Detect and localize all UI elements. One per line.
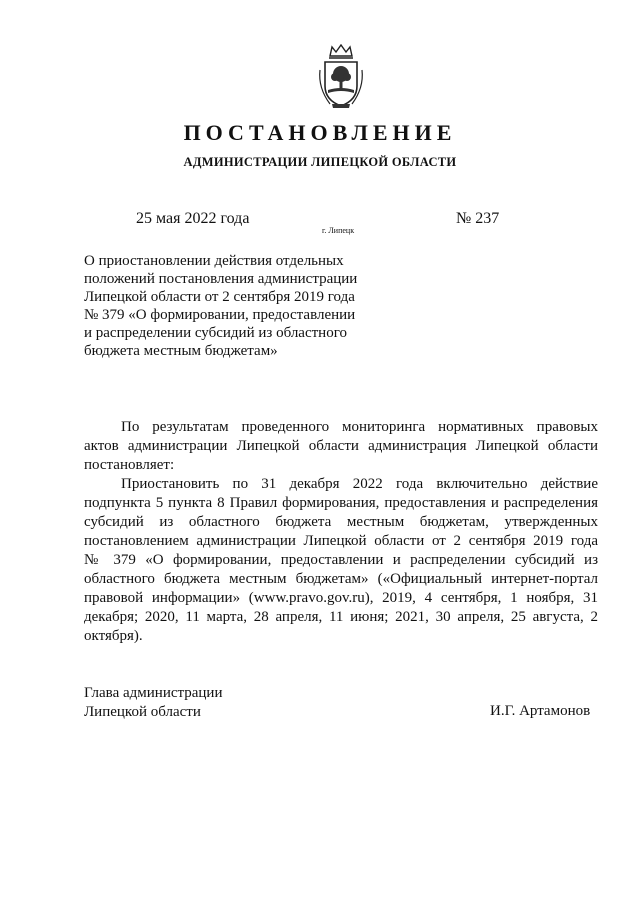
coat-of-arms-icon (316, 44, 366, 110)
paragraph-line: постановлением администрации Липецкой области от 2 сентября 2019 года (84, 533, 598, 549)
signer-position-line: Глава администрации (84, 685, 223, 701)
issuing-authority: АДМИНИСТРАЦИИ ЛИПЕЦКОЙ ОБЛАСТИ (183, 155, 457, 169)
subject-line: бюджета местным бюджетам» (84, 343, 278, 359)
paragraph-line: постановляет: (84, 457, 175, 473)
paragraph-line: Приостановить по 31 декабря 2022 года включительно действие (121, 476, 598, 492)
paragraph-line: субсидий из областного бюджета местным бюджетам, утвержденных (84, 514, 598, 530)
subject-line: положений постановления администрации (84, 271, 358, 287)
paragraph-line: октября). (84, 628, 143, 644)
document-subject (84, 252, 384, 360)
signer-name: И.Г. Артамонов (490, 703, 591, 719)
signer-position-line: Липецкой области (84, 704, 201, 720)
document-title: ПОСТАНОВЛЕНИЕ (183, 120, 457, 145)
paragraph-line: По результатам проведенного мониторинга нормативных правовых (121, 419, 598, 435)
paragraph-line: областного бюджета местным бюджетам» («Официальный интернет-портал (84, 571, 598, 587)
document-date: 25 мая 2022 года (136, 210, 250, 227)
subject-line: Липецкой области от 2 сентября 2019 года (84, 289, 355, 305)
paragraph-line: правовой информации» (www.pravo.gov.ru), 2019, 4 сентября, 1 ноября, 31 (84, 590, 598, 606)
paragraph-line: актов администрации Липецкой области администрация Липецкой области (84, 438, 598, 454)
paragraph-line: № 379 «О формировании, предоставлении и распределении субсидий из (84, 552, 598, 568)
main-paragraph (84, 475, 598, 646)
paragraph-line: декабря; 2020, 11 марта, 28 апреля, 11 июня; 2021, 30 апреля, 25 августа, 2 (84, 609, 598, 625)
subject-line: № 379 «О формировании, предоставлении (84, 307, 356, 323)
signer-position (84, 684, 222, 722)
subject-line: О приостановлении действия отдельных (84, 253, 344, 269)
intro-paragraph (84, 418, 598, 475)
document-city: г. Липецк (322, 226, 355, 235)
subject-line: и распределении субсидий из областного (84, 325, 347, 341)
paragraph-line: подпункта 5 пункта 8 Правил формирования, предоставления и распределения (84, 495, 598, 511)
document-number: № 237 (456, 210, 500, 227)
